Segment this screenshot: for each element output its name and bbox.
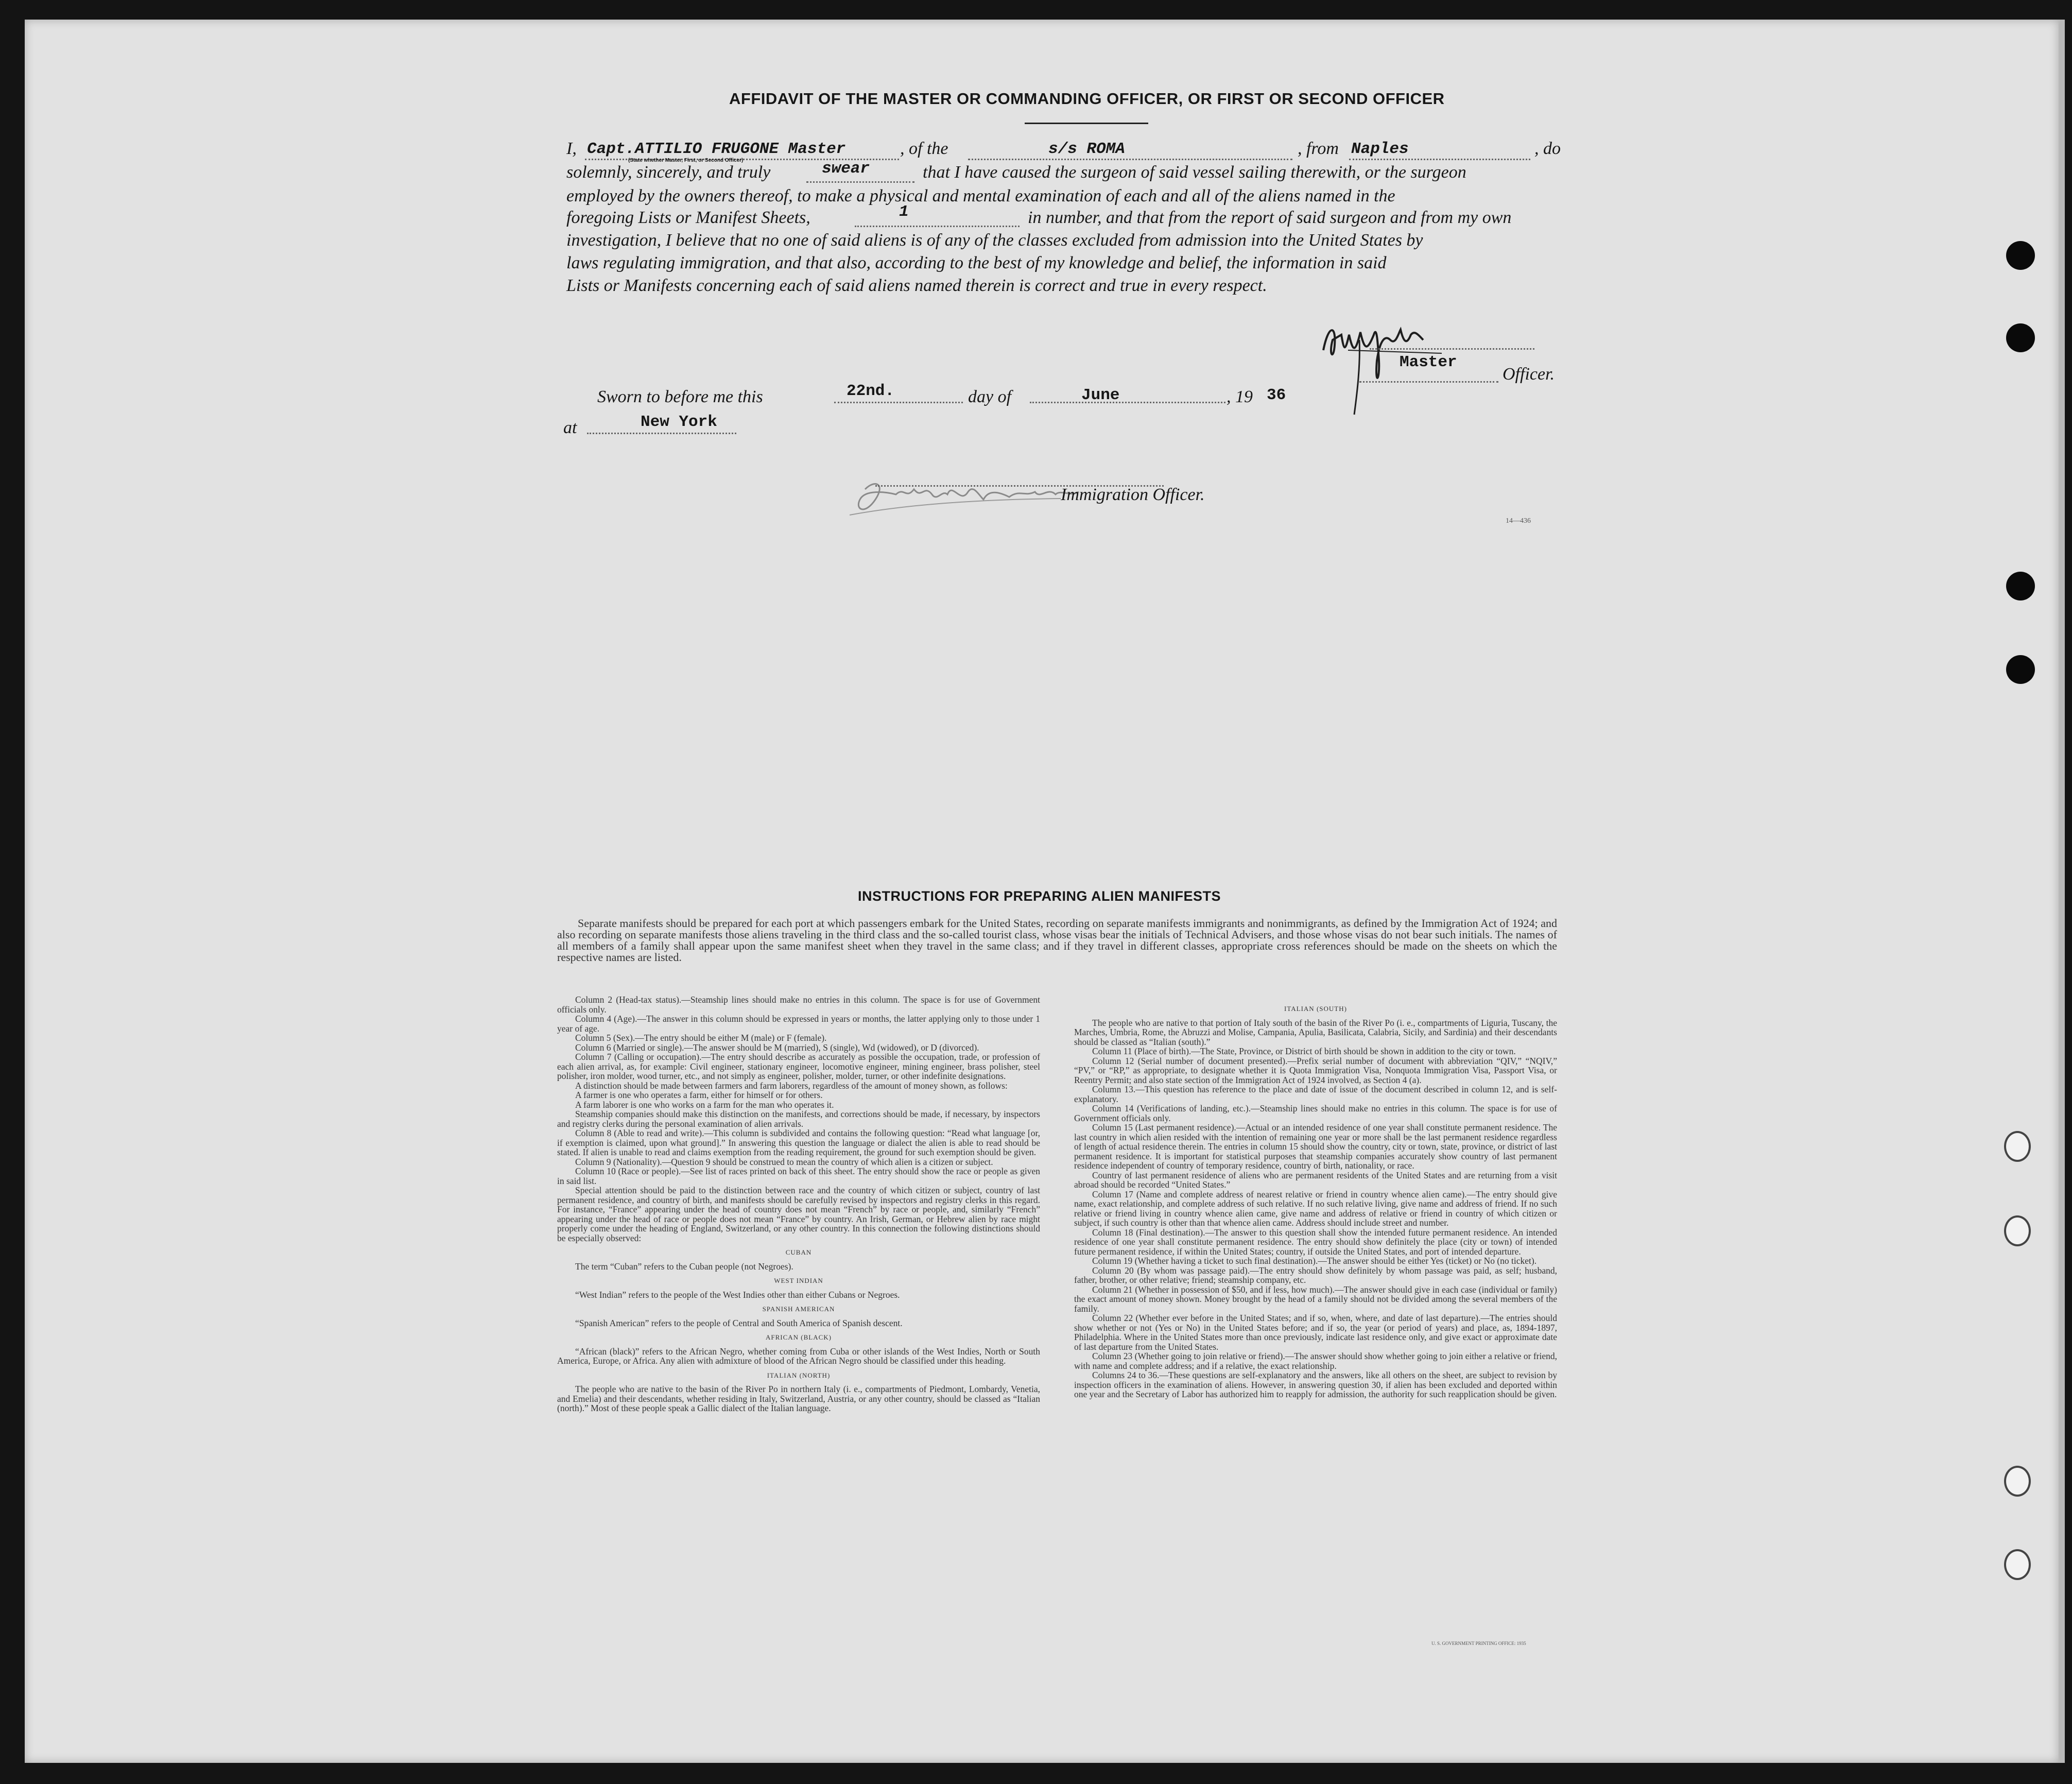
left-para: Column 5 (Sex).—The entry should be either M (male) or F (female).	[575, 1033, 827, 1043]
african-heading: AFRICAN (BLACK)	[765, 1333, 832, 1341]
italian-north-heading: ITALIAN (NORTH)	[767, 1371, 831, 1379]
left-para: Column 8 (Able to read and write).—This column is subdivided and contains the following question: “Read what language [or, if exemption is claimed, upon what ground].” In answering this question the language or dialect the alien is able to read should be stated. If alien is unable to read and claims exemption from the reading requirement, the ground for such exemption should be given.	[557, 1128, 1040, 1157]
vessel-name-field: s/s ROMA	[1048, 140, 1125, 158]
left-para: A farmer is one who operates a farm, either for himself or for others.	[575, 1090, 823, 1100]
spanish-american-text: “Spanish American” refers to the people of Central and South America of Spanish descent.	[575, 1317, 903, 1328]
cuban-text: The term “Cuban” refers to the Cuban people (not Negroes).	[575, 1261, 793, 1272]
vessel-line	[968, 159, 1292, 160]
sworn-label: Sworn to before me this	[597, 387, 763, 406]
left-para: Column 4 (Age).—The answer in this column should be expressed in years or months, the latter applying only to those under 1 year of age.	[557, 1014, 1040, 1034]
left-para: A distinction should be made between farmers and farm laborers, regardless of the amount of money shown, as follows:	[575, 1080, 1008, 1091]
right-para: Column 21 (Whether in possession of $50, and if less, how much).—The answer should give in each case (individual or family) the exact amount of money shown. Money brought by the head of a family should not be divided among the several members of the family.	[1074, 1284, 1557, 1314]
line4-text-b: in number, and that from the report of said surgeon and from my own	[1028, 208, 1512, 227]
i-prefix: I,	[566, 139, 577, 158]
instructions-title: INSTRUCTIONS FOR PREPARING ALIEN MANIFESTS	[858, 888, 1221, 904]
italian-north-text: The people who are native to the basin of the River Po in northern Italy (i. e., compartments of Piedmont, Lombardy, Venetia, and Emelia) and their descendants, whether residing in Italy, Switzerland, Austria, or any other country, should be classed as “Italian (north).” Most of these people speak a Gallic dialect of the Italian language.	[557, 1384, 1040, 1413]
african-text: “African (black)” refers to the African Negro, whether coming from Cuba or other islands of the West Indies, North or South America, Europe, or Africa. Any alien with admixture of blood of the African Negro should be classified under this heading.	[557, 1346, 1040, 1366]
affidavit-line-6: laws regulating immigration, and that also, according to the best of my knowledge and belief, the information in said	[566, 253, 1387, 272]
right-para: Column 14 (Verifications of landing, etc.).—Steamship lines should make no entries in this column. The space is for use of Government officials only.	[1074, 1103, 1557, 1123]
day-field: 22nd.	[847, 382, 895, 400]
right-para: Column 12 (Serial number of document presented).—Prefix serial number of document with abbreviation “QIV,” “NQIV,” “PV,” or “RP,” as appropriate, to designate whether it is Quota Immigration Visa, Nonquota Immigration Visa, Passport Visa, or Reentry Permit; and also state section of the Immigration Act of 1924 involved, as Section 4 (a).	[1074, 1055, 1557, 1085]
left-para: Column 2 (Head-tax status).—Steamship lines should make no entries in this column. The space is for use of Government officials only.	[557, 994, 1040, 1015]
right-para: Column 15 (Last permanent residence).—Actual or an intended residence of one year shall constitute permanent residence. The last country in which alien resided with the intention of remaining one year or more shall be the last permanent residence regardless of length of actual residence therein. The entries in column 15 should show the country, city or town, state, province, or district of last permanent residence. It is important for statistical purposes that steamship companies accurately show country of last permanent residence independent of country of temporary residence, country of birth, nationality, or race.	[1074, 1122, 1557, 1171]
day-of-label: day of	[968, 387, 1012, 406]
line2-text-a: solemnly, sincerely, and truly	[566, 163, 771, 182]
port-line	[1349, 159, 1530, 160]
sheets-line	[855, 226, 1020, 227]
right-para: Column 18 (Final destination).—The answer to this question shall show the intended future permanent residence. An intended residence of one year shall constitute permanent residence. The entry should show definitely the place (city or town) of intended future permanent residence, if within the United States; country, if outside the United States, and port of intended departure.	[1074, 1227, 1557, 1257]
affidavit-title: AFFIDAVIT OF THE MASTER OR COMMANDING OFFICER, OR FIRST OR SECOND OFFICER	[729, 90, 1445, 108]
left-para: Column 9 (Nationality).—Question 9 should be construed to mean the country of which alien is a citizen or subject.	[575, 1156, 993, 1167]
place-field: New York	[641, 413, 717, 431]
affidavit-line-4	[566, 203, 1565, 228]
right-para: The people who are native to that portion of Italy south of the basin of the River Po (i. e., compartments of Liguria, Tuscany, the Marches, Umbria, Rome, the Abruzzi and Molise, Campania, Apulia, Basilicata, Calabria, Sicily, and Sardinia) and their descendants should be classed as “Italian (south).”	[1074, 1017, 1557, 1047]
left-para: Column 10 (Race or people).—See list of races printed on back of this sheet. The entry should show the race or people as given in said list.	[557, 1166, 1040, 1186]
half-punch-hole-icon	[2004, 1131, 2031, 1162]
left-para: Column 7 (Calling or occupation).—The entry should describe as accurately as possible the occupation, trade, or profession of each alien arrival, as, for example: Civil engineer, stationary engineer, locomotive engineer, mining engineer, brass polisher, steel polisher, iron molder, wood turner, etc., and not simply as engineer, polisher, molder, turner, or other indefinite designations.	[557, 1052, 1040, 1081]
punch-hole-icon	[2006, 241, 2035, 270]
right-para: Country of last permanent residence of aliens who are permanent residents of the United States and are returning from a visit abroad should be recorded “United States.”	[1074, 1170, 1557, 1190]
affidavit-line-7: Lists or Manifests concerning each of said aliens named therein is correct and true in every respect.	[566, 276, 1267, 295]
oath-field: swear	[822, 160, 870, 178]
spanish-american-heading: SPANISH AMERICAN	[762, 1305, 835, 1313]
month-field: June	[1081, 386, 1120, 404]
west-indian-heading: WEST INDIAN	[774, 1277, 823, 1284]
printer-note: U. S. GOVERNMENT PRINTING OFFICE: 1935	[1431, 1641, 1526, 1646]
half-punch-hole-icon	[2004, 1549, 2031, 1580]
instructions-intro: Separate manifests should be prepared for each port at which passengers embark for the United States, recording on separate manifests immigrants and nonimmigrants, as defined by the Immigration Act of 1924; and also recording on separate manifests those aliens traveling in the third class and the so-called tourist class, whose visas bear the initials of Technical Advisers, and those whose visas do not bear such initials. The names of all members of a family shall appear upon the same manifest sheet when they travel in the same class; and if they travel in different classes, appropriate cross references should be made on the sheets on which the respective names are listed.	[557, 917, 1557, 964]
right-para: Column 11 (Place of birth).—The State, Province, or District of birth should be shown in addition to the city or town.	[1092, 1046, 1516, 1056]
port-field: Naples	[1351, 140, 1409, 158]
right-para: Column 20 (By whom was passage paid).—The entry should show definitely by whom passage was paid, as self; husband, father, brother, or other relative; friend; steamship company, etc.	[1074, 1265, 1557, 1285]
of-the-label: , of the	[900, 139, 948, 158]
affidavit-body	[566, 139, 1565, 309]
sheets-field: 1	[899, 203, 909, 221]
affidavit-line-1	[566, 139, 1565, 159]
right-para: Column 23 (Whether going to join relative or friend).—The answer should show whether going to join either a relative or friend, with name and complete address; and if a relative, the exact relationship.	[1074, 1351, 1557, 1371]
at-label: at	[563, 418, 577, 437]
master-name-field: Capt.ATTILIO FRUGONE Master	[587, 140, 846, 158]
rank-line	[1359, 381, 1498, 383]
left-para: Steamship companies should make this distinction on the manifests, and corrections should be made, if necessary, by inspectors and registry clerks during the personal examination of alien arrivals.	[557, 1109, 1040, 1129]
year-field: 36	[1267, 386, 1286, 404]
punch-hole-icon	[2006, 323, 2035, 352]
right-para: Column 13.—This question has reference to the place and date of issue of the document described in column 12, and is self-explanatory.	[1074, 1084, 1557, 1104]
signature-line	[1370, 348, 1534, 350]
right-para: Columns 24 to 36.—These questions are self-explanatory and the answers, like all others on the sheet, are subject to revision by inspection officers in the examination of aliens. However, in answering question 30, if alien has been excluded and deported within one year and the Secretary of Labor has authorized him to reapply for admission, the authority for such reapplication should be given.	[1074, 1370, 1557, 1399]
year-prefix: , 19	[1227, 387, 1253, 406]
west-indian-text: “West Indian” refers to the people of the West Indies other than either Cubans or Negroes.	[575, 1289, 900, 1300]
day-line	[834, 402, 963, 403]
place-line	[587, 433, 736, 434]
form-number: 14—436	[1506, 517, 1531, 525]
line2-text-b: that I have caused the surgeon of said vessel sailing therewith, or the surgeon	[923, 163, 1466, 182]
rank-hint: (State whether Master, First, or Second Officer)	[628, 158, 744, 163]
right-para: Column 17 (Name and complete address of nearest relative or friend in country whence alien came).—The entry should give name, exact relationship, and complete address of such relative. If no such relative living, give name and address of friend. If no such relative or friend living in country whence alien came, give name and address of relative or friend in country of which citizen or subject, if such country is other than that whence alien came. Address should include street and number.	[1074, 1189, 1557, 1228]
from-label: , from	[1298, 139, 1339, 158]
punch-hole-icon	[2006, 655, 2035, 684]
line4-text-a: foregoing Lists or Manifest Sheets,	[566, 208, 810, 227]
officer-label: Officer.	[1503, 365, 1555, 384]
cuban-heading: CUBAN	[785, 1248, 812, 1256]
instructions-right-column	[1074, 999, 1557, 1399]
left-para: Special attention should be paid to the distinction between race and the country of which citizen or subject, country of last permanent residence, and country of birth, and manifests should be carefully revised by inspectors and registry clerks in this regard. For instance, “France” appearing under the head of country does not mean “French” by race or people, and, similarly “French” appearing under the head of race or people does not mean “France” by country. An Irish, German, or Hebrew alien by race might properly come under the heading of England, Switzerland, or any other country. In this connection the following distinctions should be especially observed:	[557, 1185, 1040, 1243]
right-para: Column 22 (Whether ever before in the United States; and if so, when, where, and date of last departure).—The entries should show whether or not (Yes or No) in the United States before; and if so, the year (or period of years) and place, as, 1894-1897, Philadelphia. Where in the United States more than once previously, indicate last residence only, and give exact or approximate date of last departure from the United States.	[1074, 1313, 1557, 1352]
title-rule	[1025, 123, 1148, 124]
half-punch-hole-icon	[2004, 1466, 2031, 1497]
punch-hole-icon	[2006, 572, 2035, 601]
do-label: , do	[1534, 139, 1561, 158]
half-punch-hole-icon	[2004, 1215, 2031, 1246]
month-line	[1030, 402, 1225, 403]
immigration-officer-label: Immigration Officer.	[1061, 485, 1205, 504]
italian-south-heading: ITALIAN (SOUTH)	[1284, 1005, 1347, 1013]
signature-rank-field: Master	[1400, 353, 1457, 371]
left-para: Column 6 (Married or single).—The answer should be M (married), S (single), Wd (widowed), or D (divorced).	[575, 1042, 979, 1053]
instructions-left-column	[557, 995, 1040, 1413]
affidavit-line-3: employed by the owners thereof, to make a physical and mental examination of each and all of the aliens named in the	[566, 186, 1395, 205]
oath-line	[806, 181, 914, 183]
left-para: A farm laborer is one who works on a farm for the man who operates it.	[575, 1099, 834, 1110]
affidavit-line-5: investigation, I believe that no one of said aliens is of any of the classes excluded from admission into the United States by	[566, 231, 1423, 250]
right-para: Column 19 (Whether having a ticket to such final destination).—The answer should be either Yes (ticket) or No (no ticket).	[1092, 1256, 1537, 1266]
